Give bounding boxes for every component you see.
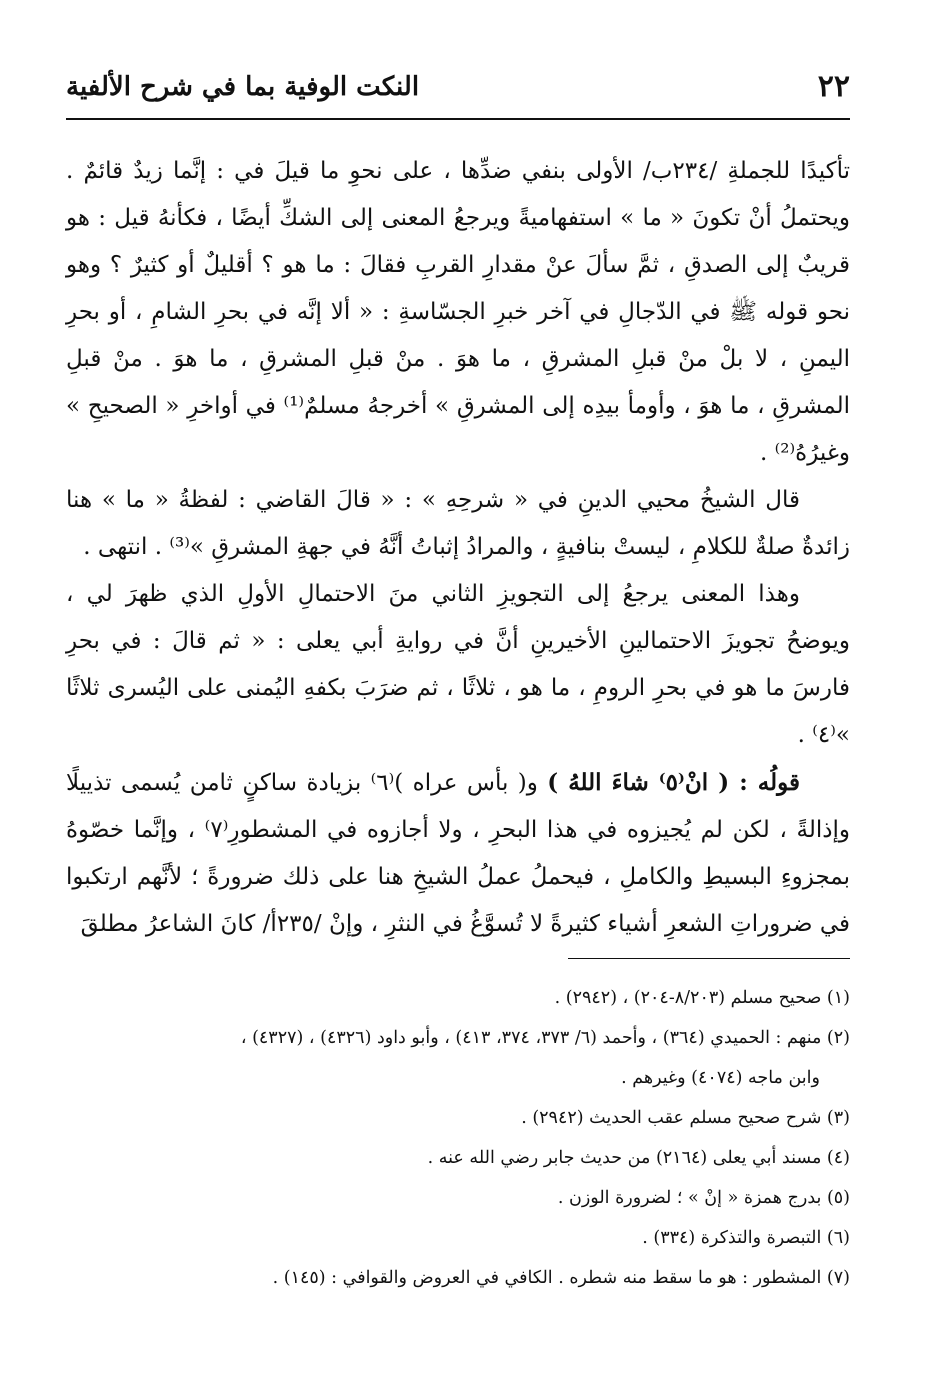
footnote-rule: [568, 958, 850, 959]
footnote-3: (٣) شرح صحيح مسلم عقب الحديث (٢٩٤٢) .: [521, 1108, 850, 1128]
page-header: [66, 66, 850, 108]
paragraph: [66, 759, 850, 948]
footnote-7: (٧) المشطور : هو ما سقط منه شطره . الكافي في العروض والقوافي : (١٤٥) .: [272, 1268, 850, 1288]
paragraph: قال الشيخُ محيي الدينِ في « شرحِهِ » : « قالَ القاضي : لفظةُ « ما » هنا زائدةٌ صلةٌ للكلامِ ، ليستْ بنافيةٍ ، والمرادُ إثباتُ أنَّهُ في جهةِ المشرقِ »⁽³⁾ . انتهى .: [66, 487, 850, 560]
paragraph: تأكيدًا للجملةِ /٢٣٤ب/ الأولى بنفي ضدِّها ، على نحوِ ما قيلَ في : إنَّما زيدٌ قائمٌ . ويحتملُ أنْ تكونَ « ما » استفهاميةً ويرجعُ المعنى إلى الشكِّ أيضًا ، فكأنهُ قيل : هو قريبٌ إلى الصدقِ ، ثمَّ سألَ عنْ مقدارِ القربِ فقالَ : ما هو ؟ أقليلٌ أو كثيرٌ ؟ وهو نحو قوله ﷺ في الدّجالِ في آخر خبرِ الجسّاسةِ : « ألا إنَّه في بحرِ الشامِ ، أو بحرِ اليمنِ ، لا بلْ منْ قبلِ المشرقِ ، ما هوَ . منْ قبلِ المشرقِ ، ما هوَ . منْ قبلِ المشرقِ ، ما هوَ ، وأومأ بيدِه إلى المشرقِ » أخرجهُ مسلمٌ⁽¹⁾ في أواخرِ « الصحيحِ » وغيرُهُ⁽²⁾ .: [66, 158, 850, 466]
footnote-2: (٢) منهم : الحميدي (٣٦٤) ، وأحمد (٦/ ٣٧٣، ٣٧٤، ٤١٣) ، وأبو داود (٤٣٢٦) ، (٤٣٢٧) ،: [240, 1028, 850, 1048]
paragraph: وهذا المعنى يرجعُ إلى التجويزِ الثاني منَ الاحتمالِ الأولِ الذي ظهرَ لي ، ويوضحُ تجويزَ الاحتمالينِ الأخيرينِ أنَّ في روايةِ أبي يعلى : « ثم قالَ : في بحرِ فارسَ ما هو في بحرِ الرومِ ، ما هو ، ثلاثًا ، ثم ضرَبَ بكفهِ اليُمنى على اليُسرى ثلاثًا »⁽٤⁾ .: [66, 581, 850, 748]
footnotes: [66, 978, 850, 1298]
footnote-2-continuation: وابن ماجه (٤٠٧٤) وغيرهم .: [621, 1068, 820, 1088]
paragraph-text: و( بأس عراه )⁽٦⁾ بزيادة ساكنٍ ثامن يُسمى تذييلًا وإذالةً ، لكن لم يُجيزوه في هذا البحرِ ، ولا أجازوه في المشطورِ⁽٧⁾ ، وإنَّما خصّوهُ بمجزوءِ البسيطِ والكاملِ ، فيحملُ عملُ الشيخِ هنا على ذلك ضرورةً ؛ لأنَّهم ارتكبوا في ضروراتِ الشعرِ أشياء كثيرةً لا تُسوَّغُ في النثرِ ، وإنْ /٢٣٥أ/ كانَ الشاعرُ مطلقَ: [66, 770, 850, 937]
paragraph-lead: قولُه : ( انْ⁽٥⁾ شاءَ اللهُ ): [547, 769, 800, 796]
running-title: النكت الوفية بما في شرح الألفية: [66, 72, 420, 102]
footnote-4: (٤) مسند أبي يعلى (٢١٦٤) من حديث جابر رضي الله عنه .: [427, 1148, 850, 1168]
footnote-1: (١) صحيح مسلم (٨/٢٠٣-٢٠٤) ، (٢٩٤٢) .: [554, 988, 850, 1008]
main-text: [66, 148, 850, 948]
footnote-5: (٥) بدرج همزة « إنْ » ؛ لضرورة الوزن .: [557, 1188, 850, 1208]
footnote-6: (٦) التبصرة والتذكرة (٣٣٤) .: [642, 1228, 850, 1248]
header-rule: [66, 118, 850, 120]
page-number: ٢٢: [817, 69, 850, 104]
